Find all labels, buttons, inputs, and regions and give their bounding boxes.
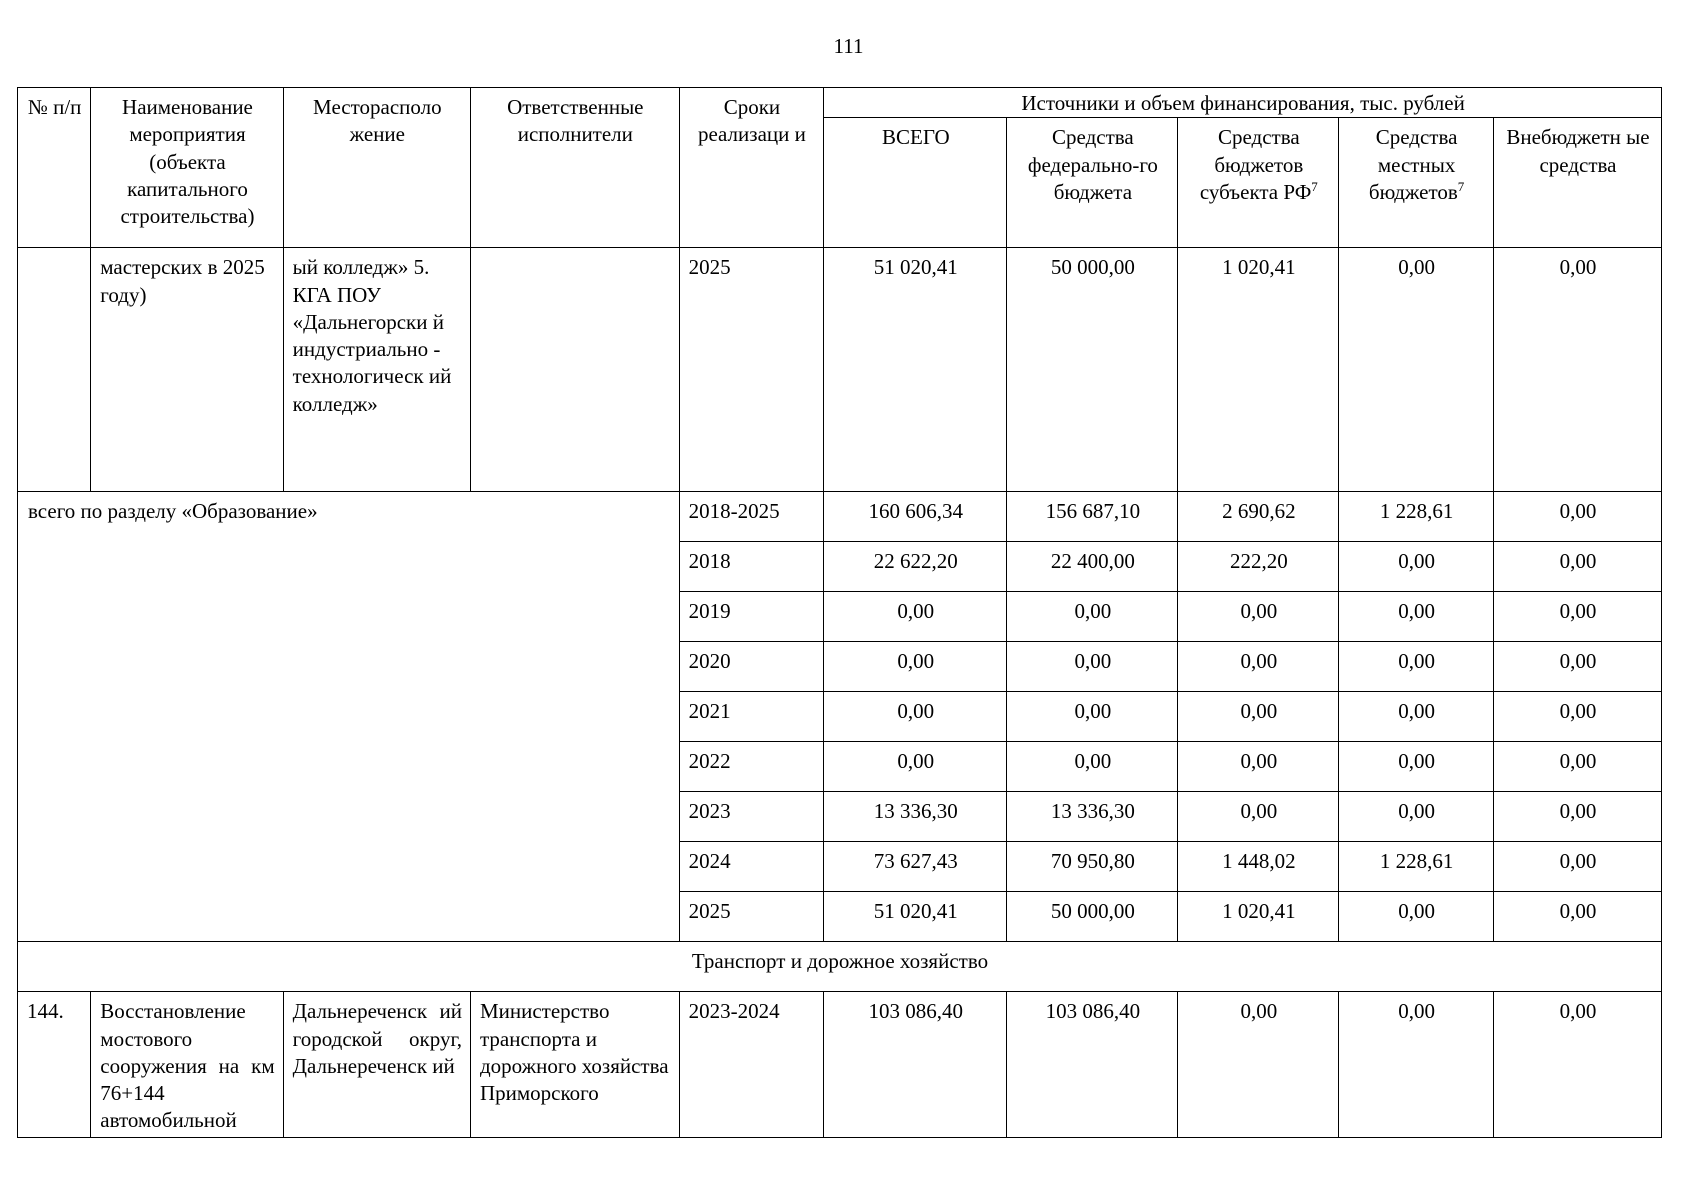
- cell-name: мастерских в 2025 году): [91, 248, 283, 492]
- cell-term: 2023-2024: [679, 992, 824, 1137]
- header-extra: Внебюджетн ые средства: [1493, 118, 1661, 248]
- cell-extra: 0,00: [1493, 492, 1661, 542]
- cell-subject: 1 020,41: [1178, 892, 1339, 942]
- cell-local: 0,00: [1339, 592, 1494, 642]
- cell-federal: 156 687,10: [1007, 492, 1178, 542]
- cell-total: 0,00: [824, 592, 1007, 642]
- cell-local: 0,00: [1339, 542, 1494, 592]
- cell-term: 2024: [679, 842, 824, 892]
- cell-total: 0,00: [824, 642, 1007, 692]
- cell-term: 2018-2025: [679, 492, 824, 542]
- cell-term: 2022: [679, 742, 824, 792]
- cell-total: 51 020,41: [824, 248, 1007, 492]
- cell-subject: 0,00: [1178, 692, 1339, 742]
- header-location: Месторасполо жение: [283, 88, 470, 248]
- cell-federal: 50 000,00: [1007, 892, 1178, 942]
- cell-total: 0,00: [824, 692, 1007, 742]
- cell-subject: 0,00: [1178, 642, 1339, 692]
- cell-total: 51 020,41: [824, 892, 1007, 942]
- header-terms: Сроки реализаци и: [679, 88, 824, 248]
- cell-subject: 0,00: [1178, 992, 1339, 1137]
- table-row-section-heading: [18, 942, 1662, 992]
- cell-total: 103 086,40: [824, 992, 1007, 1137]
- cell-term: 2025: [679, 248, 824, 492]
- cell-term: 2021: [679, 692, 824, 742]
- cell-responsible: [470, 248, 679, 492]
- cell-federal: 70 950,80: [1007, 842, 1178, 892]
- cell-extra: 0,00: [1493, 592, 1661, 642]
- header-funding-group: Источники и объем финансирования, тыс. рублей: [824, 88, 1662, 118]
- cell-extra: 0,00: [1493, 692, 1661, 742]
- section-heading: Транспорт и дорожное хозяйство: [18, 942, 1662, 992]
- header-subject-text: Средства бюджетов субъекта РФ: [1199, 125, 1312, 204]
- cell-term: 2023: [679, 792, 824, 842]
- cell-extra: 0,00: [1493, 842, 1661, 892]
- table-row-continued: [18, 248, 1662, 492]
- cell-total: 160 606,34: [824, 492, 1007, 542]
- cell-num: [18, 248, 91, 492]
- cell-subject: 0,00: [1178, 742, 1339, 792]
- cell-term: 2020: [679, 642, 824, 692]
- cell-subject: 0,00: [1178, 792, 1339, 842]
- page-number: 111: [833, 34, 864, 58]
- cell-federal: 0,00: [1007, 742, 1178, 792]
- cell-total: 73 627,43: [824, 842, 1007, 892]
- cell-federal: 0,00: [1007, 642, 1178, 692]
- cell-total: 13 336,30: [824, 792, 1007, 842]
- cell-local: 1 228,61: [1339, 492, 1494, 542]
- cell-term: 2018: [679, 542, 824, 592]
- section-total-label: всего по разделу «Образование»: [18, 492, 680, 942]
- table-row-144: [18, 992, 1662, 1137]
- header-subject: [1178, 118, 1339, 248]
- cell-federal: 0,00: [1007, 592, 1178, 642]
- cell-local: 0,00: [1339, 248, 1494, 492]
- cell-extra: 0,00: [1493, 992, 1661, 1137]
- cell-local: 1 228,61: [1339, 842, 1494, 892]
- cell-federal: 103 086,40: [1007, 992, 1178, 1137]
- header-subject-footnote: 7: [1311, 178, 1318, 194]
- cell-local: 0,00: [1339, 692, 1494, 742]
- cell-federal: 0,00: [1007, 692, 1178, 742]
- cell-extra: 0,00: [1493, 892, 1661, 942]
- cell-location: Дальнереченск ий городской округ, Дальнереченск ий: [283, 992, 470, 1137]
- cell-subject: 1 020,41: [1178, 248, 1339, 492]
- cell-num: 144.: [18, 992, 91, 1137]
- cell-term: 2019: [679, 592, 824, 642]
- cell-local: 0,00: [1339, 792, 1494, 842]
- cell-extra: 0,00: [1493, 248, 1661, 492]
- cell-local: 0,00: [1339, 992, 1494, 1137]
- cell-location: ый колледж» 5. КГА ПОУ «Дальнегорски й индустриально - технологическ ий колледж»: [283, 248, 470, 492]
- cell-local: 0,00: [1339, 892, 1494, 942]
- cell-federal: 22 400,00: [1007, 542, 1178, 592]
- cell-subject: 1 448,02: [1178, 842, 1339, 892]
- cell-local: 0,00: [1339, 642, 1494, 692]
- cell-subject: 222,20: [1178, 542, 1339, 592]
- cell-subject: 0,00: [1178, 592, 1339, 642]
- cell-extra: 0,00: [1493, 642, 1661, 692]
- cell-extra: 0,00: [1493, 542, 1661, 592]
- funding-table: [17, 87, 1662, 1138]
- cell-total: 22 622,20: [824, 542, 1007, 592]
- header-local-text: Средства местных бюджетов: [1368, 125, 1458, 204]
- header-local-footnote: 7: [1457, 178, 1465, 194]
- header-responsible: Ответственные исполнители: [470, 88, 679, 248]
- cell-term: 2025: [679, 892, 824, 942]
- cell-total: 0,00: [824, 742, 1007, 792]
- header-local: [1339, 118, 1494, 248]
- cell-federal: 50 000,00: [1007, 248, 1178, 492]
- header-row-1: [18, 88, 1662, 118]
- cell-federal: 13 336,30: [1007, 792, 1178, 842]
- header-num: № п/п: [18, 88, 91, 248]
- header-total: ВСЕГО: [824, 118, 1007, 248]
- cell-name: Восстановление мостового сооружения на км 76+144 автомобильной: [91, 992, 283, 1137]
- header-name: Наименование мероприятия (объекта капитального строительства): [91, 88, 283, 248]
- header-federal: Средства федерально-го бюджета: [1007, 118, 1178, 248]
- cell-responsible: Министерство транспорта и дорожного хозяйства Приморского: [470, 992, 679, 1137]
- cell-extra: 0,00: [1493, 792, 1661, 842]
- table-row-section-total: [18, 492, 1662, 542]
- cell-subject: 2 690,62: [1178, 492, 1339, 542]
- cell-local: 0,00: [1339, 742, 1494, 792]
- cell-extra: 0,00: [1493, 742, 1661, 792]
